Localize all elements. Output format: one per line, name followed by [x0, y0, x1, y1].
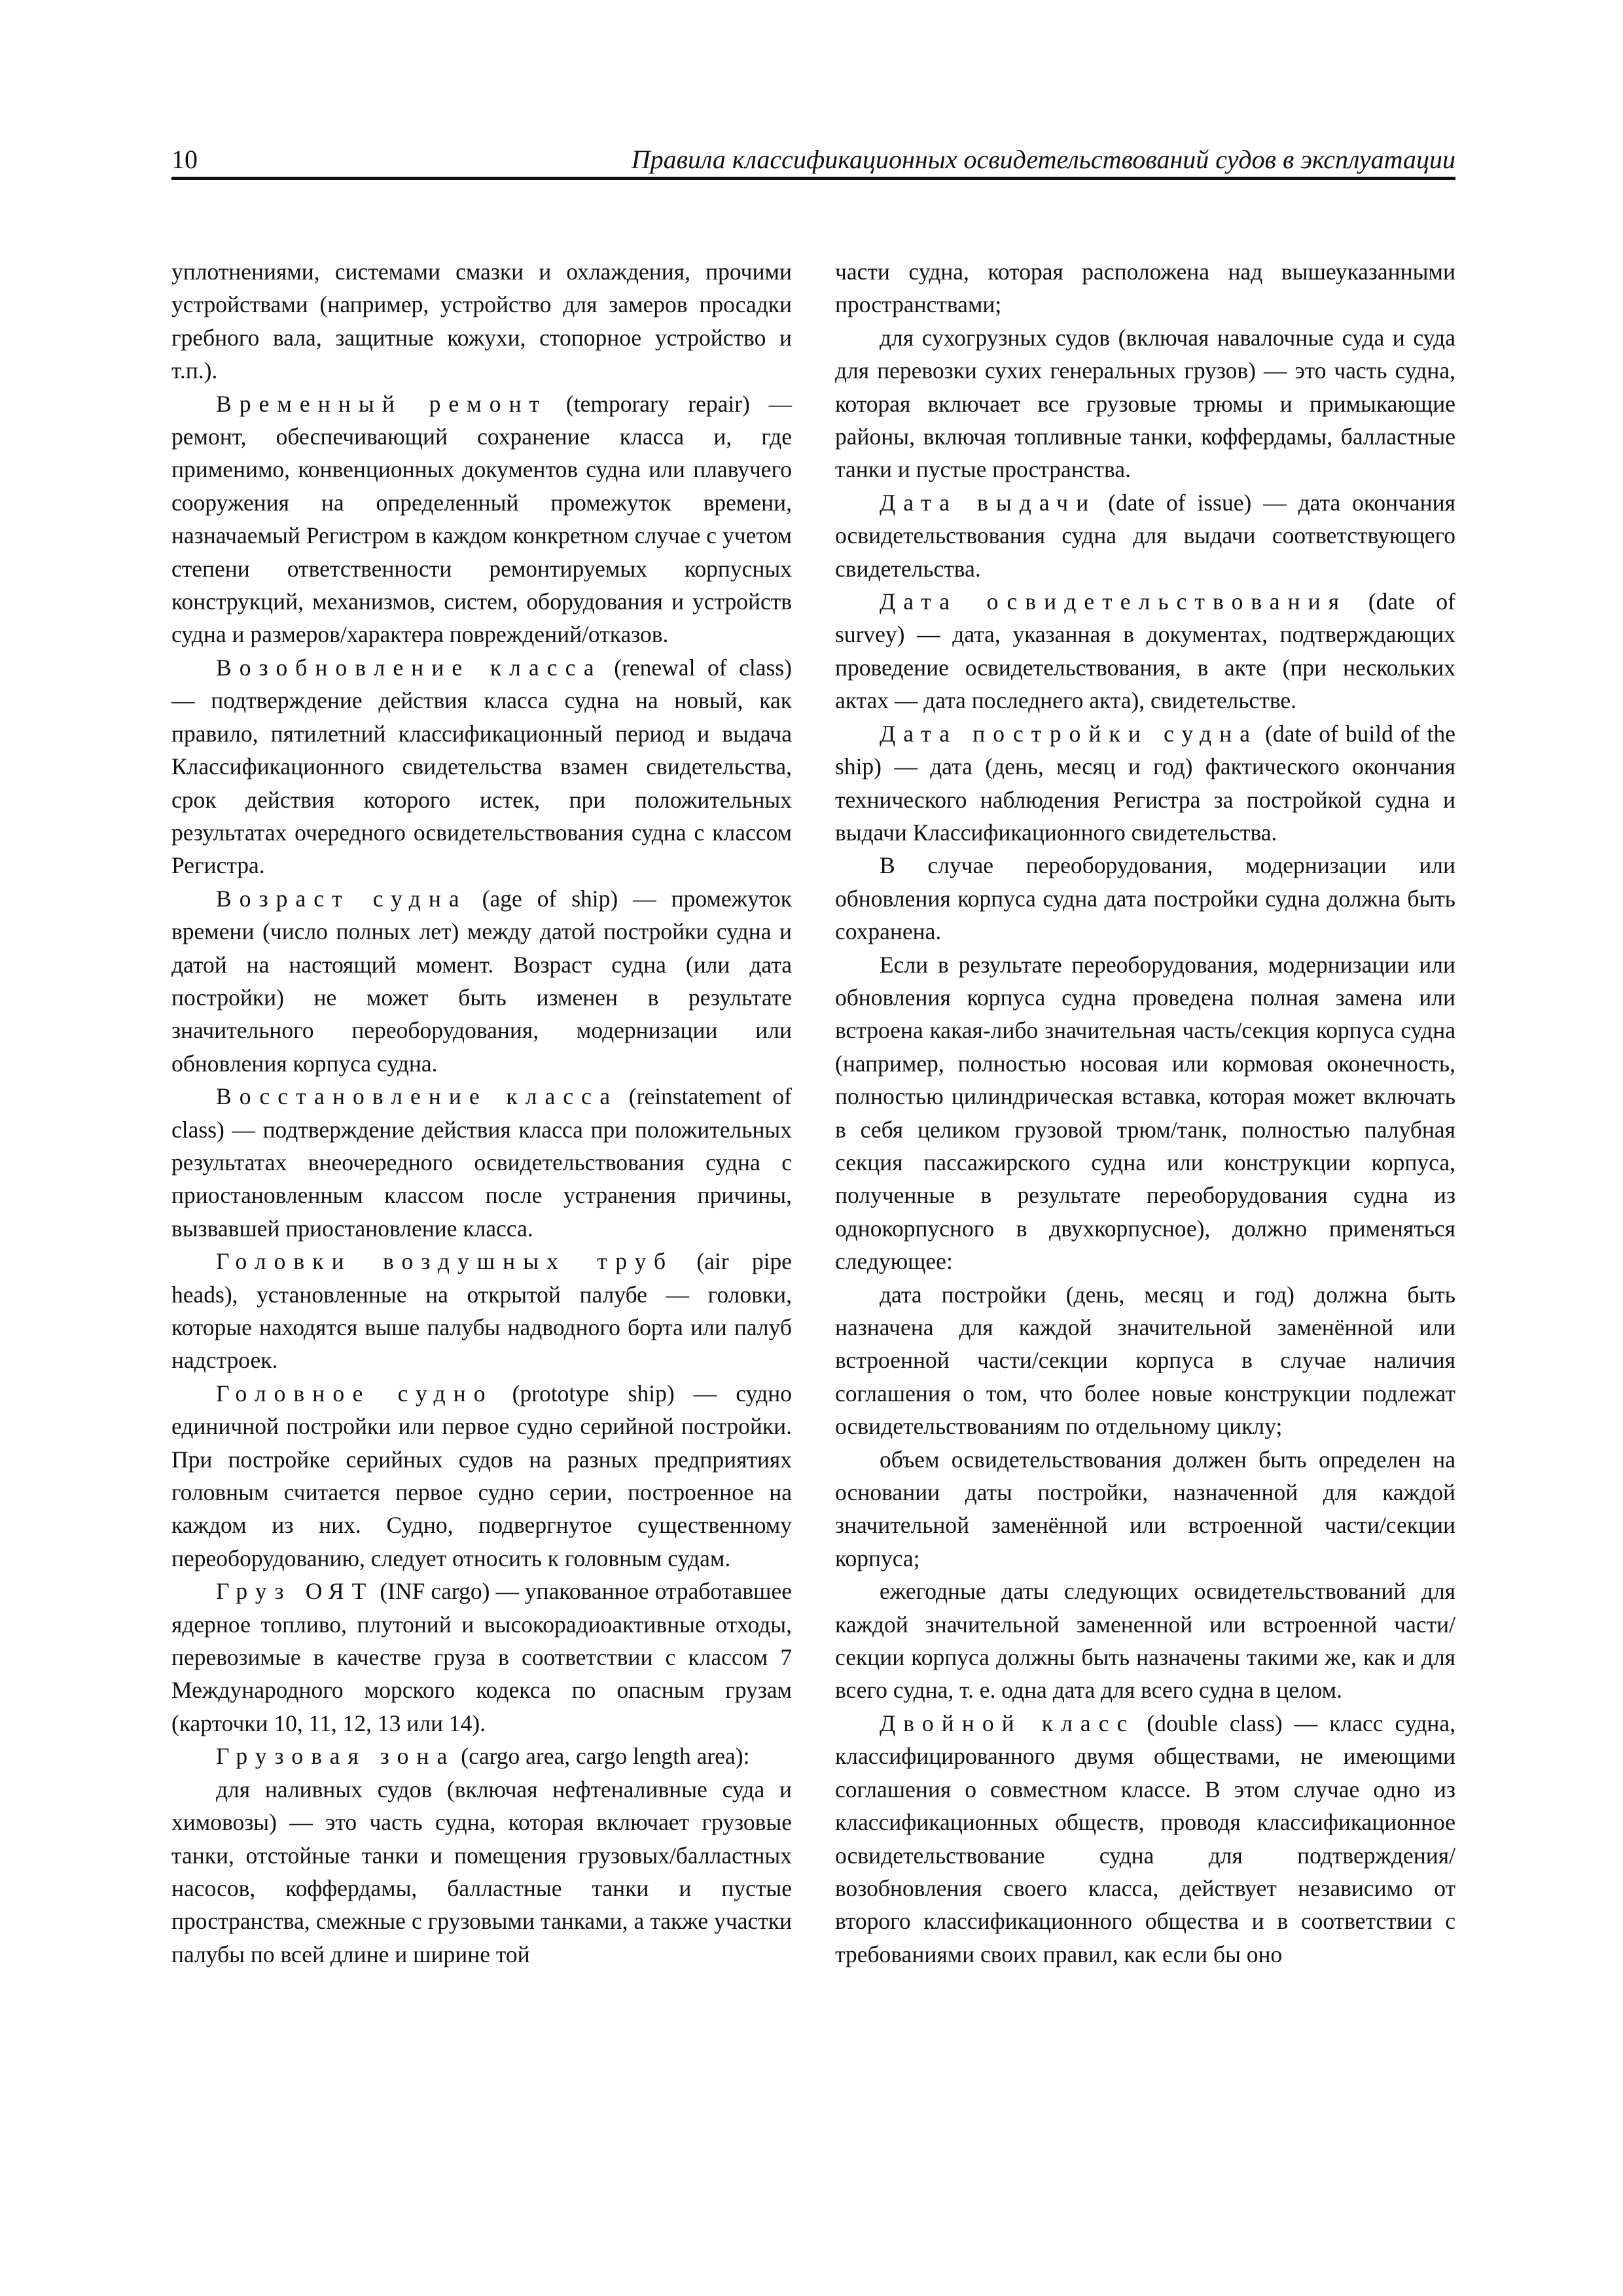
definition-paragraph	[835, 585, 1455, 717]
definition-text: (age of ship) — промежуток времени (число полных лет) между датой постройки судна и датой на настоящий момент. Возраст судна (или дата постройки) не может быть изменен в результате значительного переоборудования, модернизации или обновления корпуса судна.	[171, 885, 792, 1077]
defined-term: Возобновление класса	[216, 654, 602, 681]
page-number: 10	[171, 145, 198, 174]
definition-paragraph	[171, 651, 792, 882]
definition-text: (INF cargo) — упакованное отработавшее ядерное топливо, плутоний и высокорадиоактивные отходы, перевозимые в качестве груза в соответствии с классом 7 Международного морского кодекса по опасным грузам (карточки 10, 11, 12, 13 или 14).	[171, 1578, 792, 1736]
definition-paragraph	[171, 882, 792, 1080]
running-title: Правила классификационных освидетельствований судов в эксплуатации	[631, 145, 1455, 174]
paragraph-text: объем освидетельствования должен быть определен на основании даты постройки, назначенной для каждой значительной заменённой или встроенной части/секции корпуса;	[835, 1446, 1455, 1571]
paragraph	[835, 948, 1455, 1278]
paragraph-text: для наливных судов (включая нефтеналивные суда и химовозы) — это часть судна, которая включает грузовые танки, отстойные танки и помещения грузовых/балластных насосов, коффердамы, балластные танки и пустые пространства, смежные с грузовыми танками, а также участки палубы по всей длине и ширине той	[171, 1776, 792, 1967]
paragraph-text: уплотнениями, системами смазки и охлаждения, прочими устройствами (например, устройство для замеров просадки гребного вала, защитные кожухи, стопорное устройство и т.п.).	[171, 259, 792, 384]
paragraph-text: для сухогрузных судов (включая навалочные суда и суда для перевозки сухих генеральных грузов) — это часть судна, которая включает все грузовые трюмы и примыкающие районы, включая топливные танки, коффердамы, балластные танки и пустые пространства.	[835, 324, 1455, 483]
paragraph	[835, 255, 1455, 321]
defined-term: Временный ремонт	[216, 390, 548, 417]
definition-paragraph	[835, 486, 1455, 585]
definition-paragraph	[171, 1245, 792, 1377]
definition-paragraph	[835, 717, 1455, 850]
definition-paragraph	[835, 1707, 1455, 1971]
paragraph-text: В случае переоборудования, модернизации или обновления корпуса судна дата постройки судна должна быть сохранена.	[835, 852, 1455, 945]
paragraph	[171, 1773, 792, 1971]
defined-term: Грузовая зона	[216, 1743, 455, 1770]
definition-text: (cargo area, cargo length area):	[455, 1743, 750, 1770]
paragraph	[835, 1278, 1455, 1443]
paragraph-text: части судна, которая расположена над вышеуказанными пространствами;	[835, 259, 1455, 318]
definition-paragraph	[171, 1377, 792, 1575]
definition-text: (reinstatement of class) — подтверждение действия класса при положительных результатах внеочередного освидетельствования судна с приостановленным классом после устранения причины, вызвавшей приостановление класса.	[171, 1083, 792, 1242]
definition-text: (renewal of class) — подтверждение действия класса судна на новый, как правило, пятилетний классификационный период и выдача Классификационного свидетельства взамен свидетельства, срок действия которого истек, при положительных результатах очередного освидетельствования судна с классом Регистра.	[171, 654, 792, 879]
left-column	[171, 255, 792, 1971]
paragraph	[835, 849, 1455, 948]
definition-text: (air pipe heads), установленные на открытой палубе — головки, которые находятся выше палубы надводного борта или палуб надстроек.	[171, 1248, 792, 1374]
paragraph-text: Если в результате переоборудования, модернизации или обновления корпуса судна проведена полная замена или встроена какая-либо значительная часть/секция корпуса судна (например, полностью носовая или кормовая оконечность, полностью цилиндрическая вставка, которая может включать в себя целиком грузовой трюм/танк, полностью палубная секция пассажирского судна или конструкции корпуса, полученные в результате переоборудования судна из однокорпусного в двухкорпусное), должно применяться следующее:	[835, 951, 1455, 1275]
right-column	[835, 255, 1455, 1971]
defined-term: Восстановление класса	[216, 1083, 618, 1110]
defined-term: Дата постройки судна	[880, 720, 1258, 747]
definition-text: (date of build of the ship) — дата (день, месяц и год) фактического окончания технического наблюдения Регистра за постройкой судна и выдачи Классификационного свидетельства.	[835, 720, 1456, 846]
defined-term: Груз ОЯТ	[216, 1578, 374, 1605]
defined-term: Двойной класс	[880, 1710, 1135, 1736]
paragraph	[171, 255, 792, 387]
definition-paragraph	[171, 387, 792, 651]
definition-text: (prototype ship) — судно единичной постройки или первое судно серийной постройки. При постройке серийных судов на разных предприятиях головным считается первое судно серии, построенное на каждом из них. Судно, подвергнутое существенному переоборудованию, следует относить к головным судам.	[171, 1380, 792, 1571]
definition-text: (date of survey) — дата, указанная в документах, подтверждающих проведение освидетельствования, в акте (при нескольких актах — дата последнего акта), свидетельстве.	[835, 588, 1455, 714]
definition-paragraph	[171, 1575, 792, 1740]
paragraph	[835, 1443, 1455, 1575]
definition-paragraph	[171, 1080, 792, 1245]
paragraph-text: дата постройки (день, месяц и год) должна быть назначена для каждой значительной заменённой или встроенной части/секции корпуса в случае наличия соглашения о том, что более новые конструкции подлежат освидетельствованиям по отдельному циклу;	[835, 1281, 1455, 1440]
definition-text: (date of issue) — дата окончания освидетельствования судна для выдачи соответствующего свидетельства.	[835, 489, 1456, 582]
defined-term: Головное судно	[216, 1380, 493, 1407]
header-rule	[171, 177, 1455, 180]
definition-text: (double class) — класс судна, классифицированного двумя обществами, не имеющими соглашения о совместном классе. В этом случае одно из классификационных обществ, проводя классификационное освидетельствование судна для подтверждения/возобновления своего класса, действует независимо от второго классификационного общества и в соответствии с требованиями своих правил, как если бы оно	[835, 1710, 1456, 1967]
paragraph-text: ежегодные даты следующих освидетельствований для каждой значительной замененной или встроенной части/секции корпуса должны быть назначены такими же, как и для всего судна, т. е. одна дата для всего судна в целом.	[835, 1578, 1455, 1704]
defined-term: Головки воздушных труб	[216, 1248, 674, 1275]
defined-term: Дата выдачи	[880, 489, 1097, 516]
paragraph	[835, 1575, 1455, 1707]
defined-term: Возраст судна	[216, 885, 467, 912]
page-header	[171, 141, 1455, 181]
paragraph	[835, 321, 1455, 486]
definition-paragraph	[171, 1740, 792, 1772]
defined-term: Дата освидетельствования	[880, 588, 1347, 615]
definition-text: (temporary repair) — ремонт, обеспечивающий сохранение класса и, где применимо, конвенционных документов судна или плавучего сооружения на определенный промежуток времени, назначаемый Регистром в каждом конкретном случае с учетом степени ответственности ремонтируемых корпусных конструкций, механизмов, систем, оборудования и устройств судна и размеров/характера повреждений/отказов.	[171, 390, 793, 648]
